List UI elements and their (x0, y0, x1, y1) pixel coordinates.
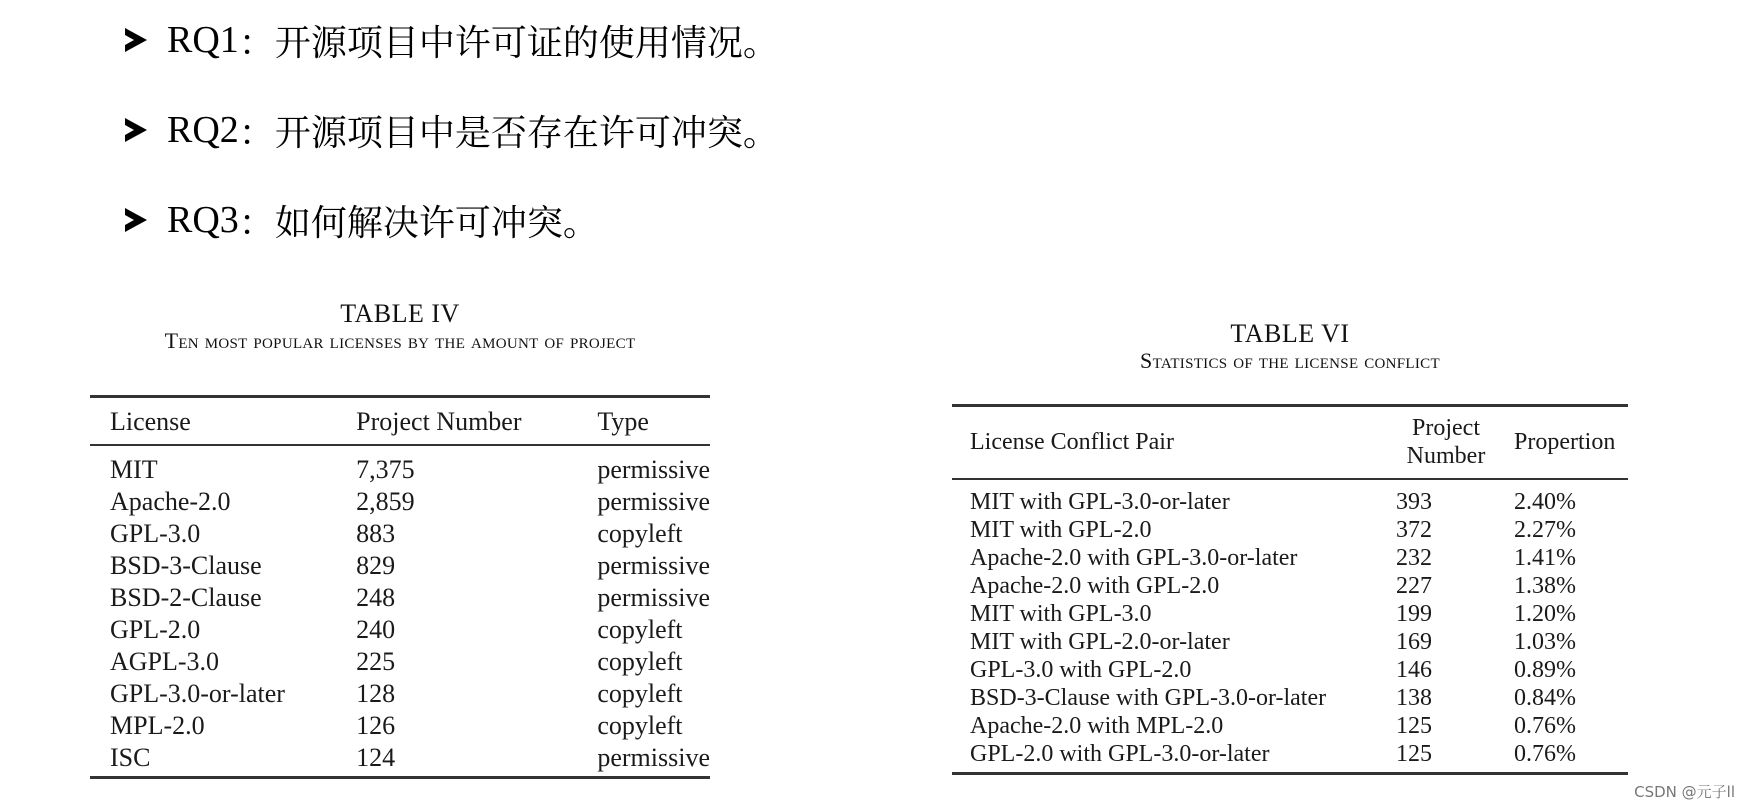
rq-item (125, 195, 599, 245)
rq-separator: ： (238, 112, 275, 154)
table-row (952, 516, 1628, 544)
cell-proportion: 1.20% (1514, 601, 1576, 628)
rq-item (125, 15, 779, 65)
rq-separator: ： (238, 202, 275, 244)
table-row (952, 656, 1628, 684)
cell-license: GPL-3.0-or-later (110, 679, 285, 708)
cell-project-number: 372 (1396, 517, 1432, 544)
column-header-project-number: Project Number (336, 397, 577, 446)
cell-type: permissive (597, 455, 710, 484)
cell-conflict-pair: MIT with GPL-2.0 (970, 517, 1152, 544)
column-header-number: Number (1406, 442, 1486, 469)
cell-project-number: 128 (356, 679, 396, 708)
cell-type: copyleft (597, 711, 683, 740)
cell-conflict-pair: Apache-2.0 with GPL-3.0-or-later (970, 545, 1298, 572)
cell-type: permissive (597, 743, 710, 772)
cell-project-number: 124 (356, 743, 396, 772)
table-row (90, 614, 710, 646)
cell-license: ISC (110, 743, 151, 772)
cell-license: AGPL-3.0 (110, 647, 220, 676)
cell-conflict-pair: MIT with GPL-2.0-or-later (970, 629, 1230, 656)
cell-project-number: 125 (1396, 741, 1432, 768)
table-row (90, 445, 710, 486)
table-row (90, 742, 710, 778)
table-row (952, 479, 1628, 516)
arrow-bullet-icon (125, 208, 147, 232)
table-row (90, 550, 710, 582)
cell-project-number: 138 (1396, 685, 1432, 712)
cell-type: copyleft (597, 679, 683, 708)
cell-project-number: 829 (356, 551, 396, 580)
table-header-row (90, 397, 710, 446)
cell-project-number: 2,859 (356, 487, 415, 516)
cell-project-number: 199 (1396, 601, 1432, 628)
table-row (90, 518, 710, 550)
cell-proportion: 0.84% (1514, 685, 1576, 712)
table-row (952, 740, 1628, 774)
cell-conflict-pair: BSD-3-Clause with GPL-3.0-or-later (970, 685, 1327, 712)
column-header-conflict-pair: License Conflict Pair (952, 406, 1378, 480)
cell-project-number: 125 (1396, 713, 1432, 740)
cell-project-number: 232 (1396, 545, 1432, 572)
arrow-bullet-icon (125, 28, 147, 52)
table-vi-title: Statistics of the license conflict (1140, 347, 1440, 373)
cell-license: MPL-2.0 (110, 711, 205, 740)
table-row (952, 544, 1628, 572)
cell-proportion: 1.38% (1514, 573, 1576, 600)
cell-license: BSD-3-Clause (110, 551, 262, 580)
cell-proportion: 1.03% (1514, 629, 1576, 656)
column-header-type: Type (577, 397, 710, 446)
cell-proportion: 2.27% (1514, 517, 1576, 544)
cell-project-number: 169 (1396, 629, 1432, 656)
table-row (90, 582, 710, 614)
watermark: CSDN @元子ll (1634, 783, 1735, 801)
table-row (90, 710, 710, 742)
table-iv-caption (30, 300, 770, 353)
cell-conflict-pair: Apache-2.0 with GPL-2.0 (970, 573, 1220, 600)
cell-proportion: 0.89% (1514, 657, 1576, 684)
cell-type: copyleft (597, 615, 683, 644)
table-row (952, 712, 1628, 740)
table-vi-number: TABLE VI (1230, 319, 1350, 348)
cell-proportion: 1.41% (1514, 545, 1576, 572)
cell-project-number: 240 (356, 615, 396, 644)
column-header-project-number (1378, 406, 1496, 480)
cell-project-number: 883 (356, 519, 396, 548)
rq-text: 如何解决许可冲突。 (274, 202, 599, 244)
table-iv-number: TABLE IV (340, 299, 460, 328)
cell-type: permissive (597, 487, 710, 516)
rq-separator: ： (238, 22, 275, 64)
cell-type: permissive (597, 583, 710, 612)
table-iv-title: Ten most popular licenses by the amount of project (164, 327, 636, 353)
arrow-bullet-icon (125, 118, 147, 142)
cell-license: BSD-2-Clause (110, 583, 262, 612)
cell-license: MIT (110, 455, 158, 484)
cell-project-number: 393 (1396, 489, 1432, 516)
table-vi-caption (950, 320, 1630, 373)
cell-type: copyleft (597, 647, 683, 676)
cell-project-number: 225 (356, 647, 396, 676)
table-row (952, 572, 1628, 600)
table-row (90, 678, 710, 710)
cell-conflict-pair: MIT with GPL-3.0-or-later (970, 489, 1230, 516)
rq-id: RQ2 (167, 109, 239, 151)
table-vi (952, 404, 1628, 775)
table-row (952, 684, 1628, 712)
cell-project-number: 126 (356, 711, 396, 740)
table-row (952, 628, 1628, 656)
cell-license: GPL-2.0 (110, 615, 201, 644)
rq-id: RQ3 (167, 199, 239, 241)
cell-type: permissive (597, 551, 710, 580)
cell-conflict-pair: GPL-3.0 with GPL-2.0 (970, 657, 1192, 684)
cell-proportion: 2.40% (1514, 489, 1576, 516)
table-iv (90, 395, 710, 779)
cell-conflict-pair: MIT with GPL-3.0 (970, 601, 1152, 628)
rq-text: 开源项目中是否存在许可冲突。 (274, 112, 779, 154)
cell-license: GPL-3.0 (110, 519, 201, 548)
table-row (952, 600, 1628, 628)
cell-project-number: 248 (356, 583, 396, 612)
cell-proportion: 0.76% (1514, 713, 1576, 740)
rq-text: 开源项目中许可证的使用情况。 (274, 22, 779, 64)
cell-type: copyleft (597, 519, 683, 548)
rq-id: RQ1 (167, 19, 239, 61)
cell-conflict-pair: Apache-2.0 with MPL-2.0 (970, 713, 1224, 740)
column-header-license: License (90, 397, 336, 446)
column-header-proportion: Propertion (1496, 406, 1628, 480)
rq-item (125, 105, 779, 155)
table-row (90, 646, 710, 678)
cell-project-number: 146 (1396, 657, 1432, 684)
table-row (90, 486, 710, 518)
cell-project-number: 7,375 (356, 455, 415, 484)
cell-license: Apache-2.0 (110, 487, 231, 516)
cell-project-number: 227 (1396, 573, 1432, 600)
cell-proportion: 0.76% (1514, 741, 1576, 768)
table-header-row (952, 406, 1628, 480)
cell-conflict-pair: GPL-2.0 with GPL-3.0-or-later (970, 741, 1270, 768)
column-header-project: Project (1412, 415, 1480, 441)
